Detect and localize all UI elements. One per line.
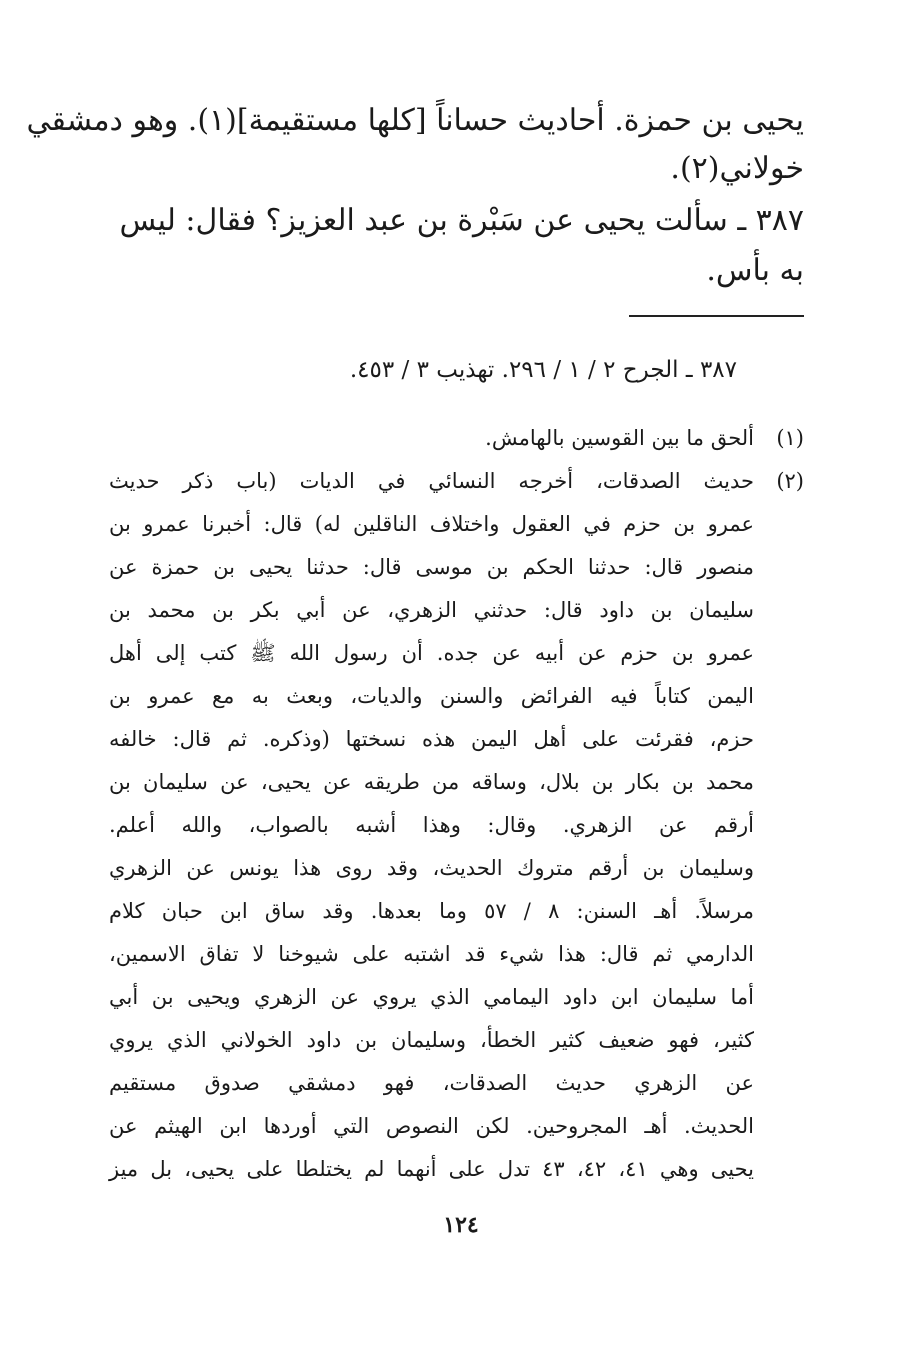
footnote-1-text: ألحق ما بين القوسين بالهامش. xyxy=(485,426,754,450)
page-number: ١٢٤ xyxy=(443,1212,479,1238)
footnote-2-line: سليمان بن داود قال: حدثني الزهري، عن أبي بكر بن محمد بن xyxy=(109,598,754,622)
footnote-2-line: منصور قال: حدثنا الحكم بن موسى قال: حدثنا يحيى بن حمزة عن xyxy=(109,555,754,579)
main-text-line-4: به بأس. xyxy=(706,253,804,288)
footnote-2-line: اليمن كتاباً فيه الفرائض والسنن والديات، وبعث به مع عمرو بن xyxy=(109,684,754,708)
main-text-line-2: خولاني(٢). xyxy=(670,151,804,186)
main-text-line-1: يحيى بن حمزة. أحاديث حساناً [كلها مستقيمة](١). وهو دمشقي xyxy=(26,103,804,138)
footnote-2-line: كثير، فهو ضعيف كثير الخطأ، وسليمان بن داود الخولاني الذي يروي xyxy=(109,1028,754,1052)
footnote-1-marker: (١) xyxy=(776,426,804,450)
footnote-2-line: الدارمي ثم قال: هذا شيء قد اشتبه على شيوخنا لا تفاق الاسمين، xyxy=(109,942,754,966)
footnote-2-line: أرقم عن الزهري. وقال: وهذا أشبه بالصواب، والله أعلم. xyxy=(109,813,754,837)
footnote-2-line: عمرو بن حزم في العقول واختلاف الناقلين له) قال: أخبرنا عمرو بن xyxy=(109,512,754,536)
footnote-2-marker: (٢) xyxy=(776,469,804,493)
footnote-2-line: حزم، فقرئت على أهل اليمن هذه نسختها (وذكره. ثم قال: خالفه xyxy=(109,727,754,751)
footnote-2-line: عن الزهري حديث الصدقات، فهو دمشقي صدوق مستقيم xyxy=(109,1071,754,1095)
source-reference: ٣٨٧ ـ الجرح ٢ / ١ / ٢٩٦. تهذيب ٣ / ٤٥٣. xyxy=(349,357,737,383)
footnote-2-line: حديث الصدقات، أخرجه النسائي في الديات (باب ذكر حديث xyxy=(109,469,754,493)
footnote-separator xyxy=(629,315,804,317)
footnote-2-line: مرسلاً. أهـ السنن: ٨ / ٥٧ وما بعدها. وقد ساق ابن حبان كلام xyxy=(109,899,754,923)
footnote-2-line: وسليمان بن أرقم متروك الحديث، وقد روى هذا يونس عن الزهري xyxy=(109,856,754,880)
footnote-2-line: يحيى وهي ٤١، ٤٢، ٤٣ تدل على أنهما لم يختلطا على يحيى، بل ميز xyxy=(109,1157,755,1181)
main-text-line-3: ٣٨٧ ـ سألت يحيى عن سَبْرة بن عبد العزيز؟ فقال: ليس xyxy=(119,203,804,238)
footnote-2-line: أما سليمان ابن داود اليمامي الذي يروي عن الزهري ويحيى بن أبي xyxy=(109,985,754,1009)
footnote-2-line: عمرو بن حزم عن أبيه عن جده. أن رسول الله ﷺ كتب إلى أهل xyxy=(109,641,754,665)
footnote-2-line: محمد بن بكار بن بلال، وساقه من طريقه عن يحيى، عن سليمان بن xyxy=(109,770,754,794)
footnote-2-line: الحديث. أهـ المجروحين. لكن النصوص التي أوردها ابن الهيثم عن xyxy=(109,1114,754,1138)
